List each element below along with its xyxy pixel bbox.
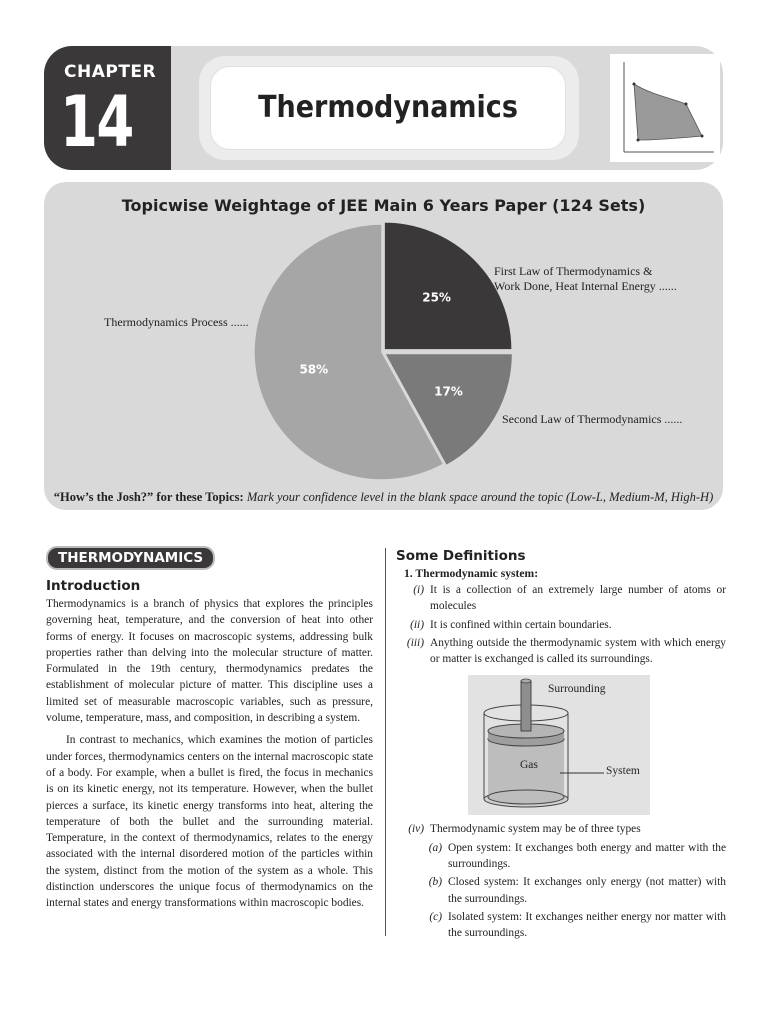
definition-item: (i) It is a collection of an extremely large number of atoms or molecules xyxy=(413,584,726,613)
pie-slice-first-law xyxy=(384,222,512,350)
definition-title: 1. Thermodynamic system: xyxy=(404,567,539,580)
intro-paragraph-1: Thermodynamics is a branch of physics that explores the principles governing heat, temperature, and the conversion of heat into other forms of energy. It focuses on macroscopic systems, addressing bulk properties rather than delving into the molecular structure of matter. Formulated in the 19th century, thermodynamics predates the establishment of molecular picture of matter. This discipline uses a limited set of measurable macroscopic variables, such as pressure, volume, temperature, mass, and composition, in describing a system. xyxy=(46,598,373,725)
system-type-item: (a) Open system: It exchanges both energy and matter with the surroundings. xyxy=(428,841,726,871)
confidence-instruction xyxy=(44,490,723,505)
definitions-heading: Some Definitions xyxy=(396,548,526,564)
definition-item: (iv) Thermodynamic system may be of three types xyxy=(408,823,641,836)
pie-slice-first-law-percent: 25% xyxy=(422,290,451,305)
thermodynamic-system-figure xyxy=(468,675,650,815)
slice-label-second-law: Second Law of Thermodynamics ...... xyxy=(502,412,683,426)
pie-slice-second-law-percent: 17% xyxy=(434,384,463,399)
chapter-label: CHAPTER xyxy=(64,62,157,82)
definition-item: (ii) It is confined within certain boundaries. xyxy=(410,618,612,631)
column-divider xyxy=(385,548,386,936)
josh-instruction: Mark your confidence level in the blank space around the topic (Low-L, Medium-M, High-H) xyxy=(246,490,714,504)
pie-slice-process-percent: 58% xyxy=(299,362,329,377)
introduction-heading: Introduction xyxy=(46,578,141,594)
intro-paragraph-2: In contrast to mechanics, which examines the motion of particles under forces, thermodynamics centers on the internal macroscopic state of a body. For example, when a bullet is fired, the focus in mechanics is on its kinetic energy, not its temperature. However, when the bullet pierces a surface, its kinetic energy transforms into heat, altering the temperature of both the bullet and the surrounding material. Temperature, in the context of thermodynamics, relates to the energy associated with the internal disordered motion of the particles within the system, distinct from the motion of the system as a whole. This distinction underscores the unique focus of thermodynamics on the internal states and energy transformations within macroscopic bodies. xyxy=(46,734,373,910)
definition-item: (iii) Anything outside the thermodynamic system with which energy or matter is exchanged is called its surroundings. xyxy=(406,636,726,666)
chapter-badge xyxy=(44,46,171,170)
left-column xyxy=(46,546,373,912)
system-type-item: (b) Closed system: It exchanges only energy (not matter) with the surroundings. xyxy=(428,876,726,905)
system-type-item: (c) Isolated system: It exchanges neither energy nor matter with the surroundings. xyxy=(429,910,726,940)
chapter-title: Thermodynamics xyxy=(258,90,518,125)
pv-diagram-thumbnail xyxy=(610,54,720,162)
weightage-title: Topicwise Weightage of JEE Main 6 Years Paper (124 Sets) xyxy=(121,196,646,215)
slice-label-process: Thermodynamics Process ...... xyxy=(104,315,249,329)
cylinder-piston-illustration xyxy=(468,675,650,815)
slice-label-first-law: First Law of Thermodynamics & Work Done, Heat Internal Energy ...... xyxy=(494,264,677,293)
gas-label: Gas xyxy=(520,759,538,772)
weightage-pie-chart xyxy=(44,182,723,482)
surrounding-label: Surrounding xyxy=(548,683,606,696)
chapter-number: 14 xyxy=(60,81,133,163)
system-label: System xyxy=(606,765,640,778)
right-column xyxy=(396,546,726,944)
chapter-header xyxy=(44,46,723,170)
josh-prompt: “How’s the Josh?” for these Topics: xyxy=(53,490,244,504)
weightage-card xyxy=(44,182,723,510)
section-title: THERMODYNAMICS xyxy=(46,546,215,570)
